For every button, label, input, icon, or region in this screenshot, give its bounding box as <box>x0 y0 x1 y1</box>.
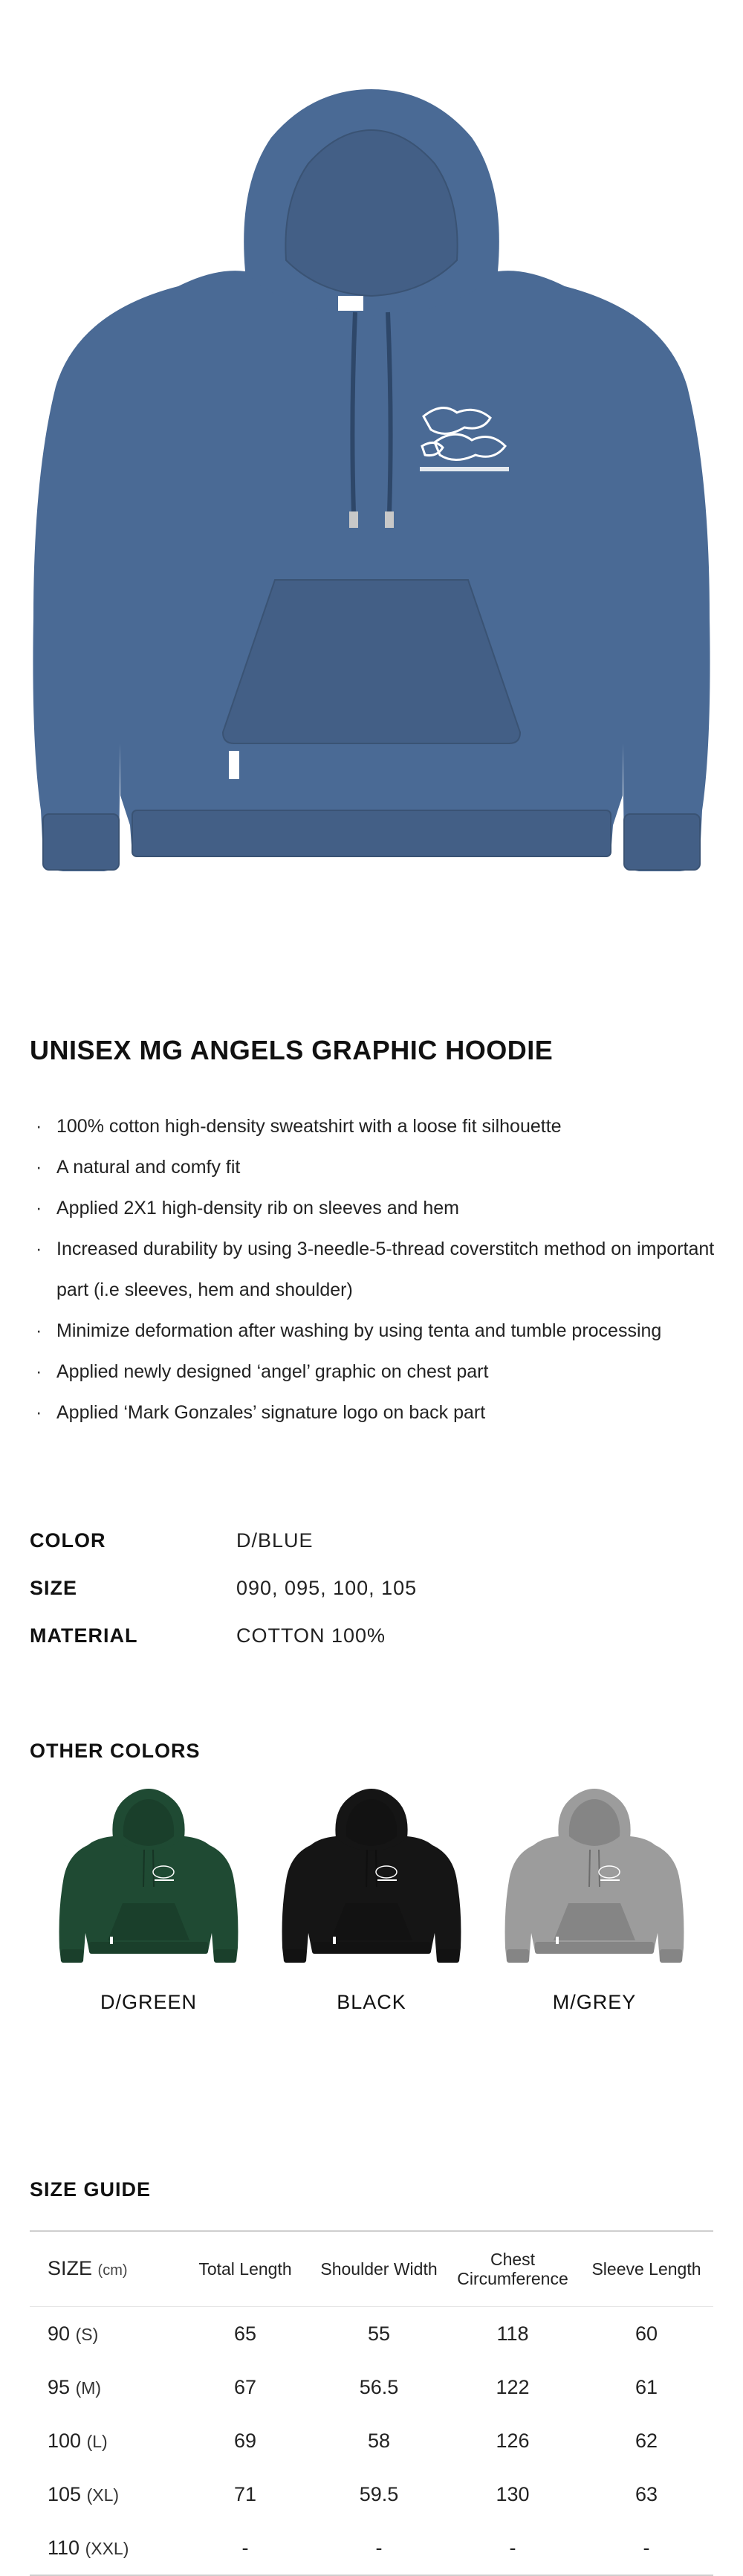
product-title: UNISEX MG ANGELS GRAPHIC HOODIE <box>30 1035 554 1065</box>
table-cell: 56.5 <box>359 2375 399 2398</box>
feature-item: · Minimize deformation after washing by using tenta and tumble processing <box>36 1320 662 1341</box>
feature-item: · Applied 2X1 high-density rib on sleeves and hem <box>36 1198 460 1218</box>
size-column-header: SIZE (cm) <box>30 2231 178 2307</box>
table-cell: - <box>312 2521 446 2575</box>
feature-item: · Increased durability by using 3-needle-5-thread coverstitch method on important part (i.e sleeves, hem and shoulder) <box>36 1239 715 1300</box>
size-cell: 105 (XL) <box>48 2482 120 2505</box>
size-guide-table <box>30 2230 713 2576</box>
size-table-header <box>30 2231 713 2307</box>
size-cell: 110 (XXL) <box>30 2521 178 2575</box>
table-cell: 65 <box>233 2322 257 2345</box>
feature-item: · A natural and comfy fit <box>36 1157 241 1178</box>
spec-label: COLOR <box>30 1529 106 1552</box>
feature-item: · Applied ‘Mark Gonzales’ signature logo on back part <box>36 1402 486 1423</box>
table-cell: - <box>580 2521 713 2575</box>
size-cell: 95 (M) <box>48 2375 102 2398</box>
spec-row-size <box>30 1564 713 1612</box>
table-cell: 59.5 <box>359 2482 399 2505</box>
hero-product-image <box>0 0 743 952</box>
spec-value: 090, 095, 100, 105 <box>236 1576 418 1599</box>
spec-label: SIZE <box>30 1576 78 1599</box>
size-cell: 100 (L) <box>48 2429 108 2452</box>
color-swatch-green[interactable] <box>45 1784 253 2014</box>
spec-label: MATERIAL <box>30 1624 138 1647</box>
table-cell: 58 <box>367 2429 391 2452</box>
column-header: Chest Circumference <box>446 2231 580 2307</box>
size-cell: 90 (S) <box>48 2322 99 2345</box>
feature-item: · 100% cotton high-density sweatshirt with a loose fit silhouette <box>36 1116 562 1137</box>
table-cell: 122 <box>496 2375 530 2398</box>
spec-value: D/BLUE <box>236 1529 314 1552</box>
feature-item: · Applied newly designed ‘angel’ graphic on chest part <box>36 1361 489 1382</box>
table-cell: - <box>446 2521 580 2575</box>
table-row <box>30 2467 713 2521</box>
column-header: Shoulder Width <box>312 2231 446 2307</box>
other-colors-list <box>0 1784 743 2096</box>
hoodie-thumbnail <box>490 1784 698 1970</box>
table-cell: 55 <box>367 2322 391 2345</box>
table-cell: 63 <box>635 2482 658 2505</box>
spec-row-color <box>30 1517 713 1564</box>
table-cell: 71 <box>233 2482 257 2505</box>
table-cell: 118 <box>496 2322 529 2345</box>
color-swatch-grey[interactable] <box>490 1784 698 2014</box>
spec-row-material <box>30 1612 713 1659</box>
spec-value: COTTON 100% <box>236 1624 386 1647</box>
color-swatch-label: M/GREY <box>552 1991 637 2013</box>
column-header: Total Length <box>178 2231 312 2307</box>
hoodie-thumbnail <box>45 1784 253 1970</box>
other-colors-heading: OTHER COLORS <box>30 1740 201 1762</box>
color-swatch-label: BLACK <box>337 1991 406 2013</box>
size-guide-heading: SIZE GUIDE <box>30 2178 152 2201</box>
table-row <box>30 2414 713 2467</box>
color-swatch-black[interactable] <box>267 1784 476 2014</box>
table-row <box>30 2307 713 2361</box>
hoodie-thumbnail <box>267 1784 476 1970</box>
table-cell: - <box>178 2521 312 2575</box>
table-cell: 61 <box>635 2375 658 2398</box>
table-cell: 126 <box>496 2429 530 2452</box>
table-row <box>30 2360 713 2414</box>
table-row <box>30 2521 713 2575</box>
table-cell: 69 <box>233 2429 257 2452</box>
spec-table <box>30 1517 713 1659</box>
hoodie-illustration <box>0 0 743 952</box>
table-cell: 130 <box>496 2482 530 2505</box>
table-cell: 60 <box>635 2322 658 2345</box>
table-cell: 67 <box>233 2375 257 2398</box>
table-cell: 62 <box>635 2429 658 2452</box>
feature-list <box>30 1106 721 1433</box>
color-swatch-label: D/GREEN <box>100 1991 198 2013</box>
column-header: Sleeve Length <box>580 2231 713 2307</box>
